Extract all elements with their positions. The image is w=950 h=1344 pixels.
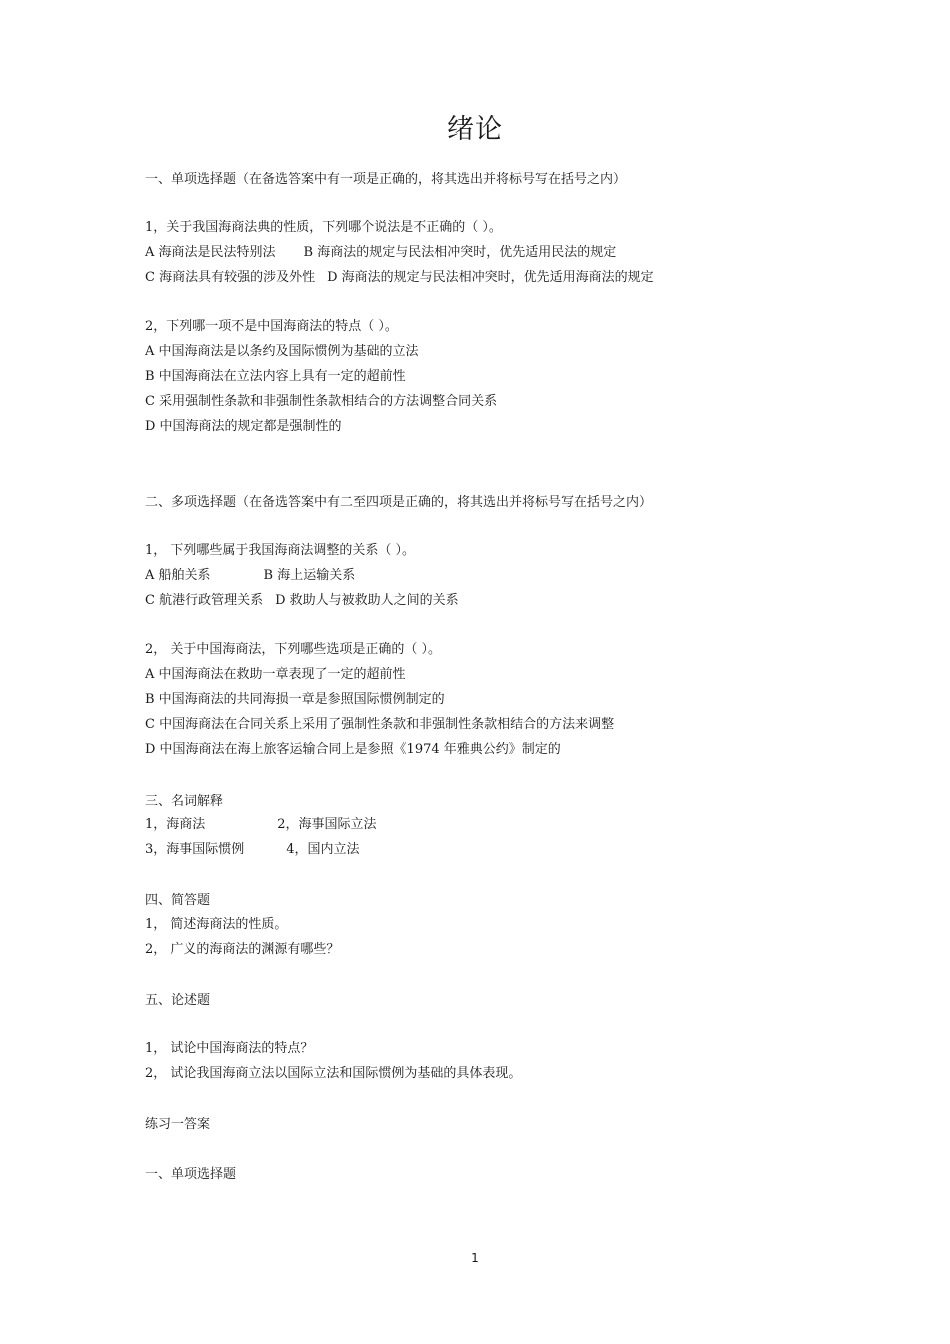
s1-q2-option-b: B 中国海商法在立法内容上具有一定的超前性 [145, 369, 406, 384]
s5-q2: 2， 试论我国海商立法以国际立法和国际惯例为基础的具体表现。 [145, 1066, 522, 1081]
s2-q1-option-c: C 航港行政管理关系 [145, 593, 264, 608]
s1-q1-option-c: C 海商法具有较强的涉及外性 [145, 270, 316, 285]
s1-q1-option-d: D 海商法的规定与民法相冲突时，优先适用海商法的规定 [327, 270, 654, 285]
s1-q1-options-cd [145, 268, 654, 288]
section-5-heading: 五、论述题 [145, 993, 211, 1008]
s2-q2-option-d: D 中国海商法在海上旅客运输合同上是参照《1974 年雅典公约》制定的 [145, 742, 561, 757]
s1-q2-option-c: C 采用强制性条款和非强制性条款相结合的方法调整合同关系 [145, 394, 498, 409]
s2-q1-option-b: B 海上运输关系 [263, 568, 356, 583]
s2-q2-stem: 2， 关于中国海商法，下列哪些选项是正确的（ ）。 [145, 642, 442, 657]
s2-q1-option-a: A 船舶关系 [145, 568, 211, 583]
s3-terms-row-2 [145, 840, 360, 860]
section-3-heading: 三、名词解释 [145, 794, 224, 809]
answers-heading: 练习一答案 [145, 1117, 211, 1132]
section-1-heading: 一、单项选择题（在备选答案中有一项是正确的，将其选出并将标号写在括号之内） [145, 172, 627, 187]
page-number: 1 [471, 1251, 479, 1265]
s3-term-4: 4，国内立法 [286, 842, 360, 857]
s1-q2-option-a: A 中国海商法是以条约及国际惯例为基础的立法 [145, 344, 419, 359]
s2-q1-options-cd [145, 591, 459, 611]
s2-q1-stem: 1， 下列哪些属于我国海商法调整的关系（ ）。 [145, 543, 416, 558]
answers-sub-heading: 一、单项选择题 [145, 1167, 237, 1182]
page-title: 绪论 [447, 114, 503, 145]
s2-q1-option-d: D 救助人与被救助人之间的关系 [275, 593, 459, 608]
s1-q1-stem: 1，关于我国海商法典的性质，下列哪个说法是不正确的（ ）。 [145, 220, 502, 235]
s2-q1-options-ab [145, 566, 355, 586]
s3-term-3: 3，海事国际惯例 [145, 842, 245, 857]
s3-term-2: 2，海事国际立法 [277, 817, 377, 832]
s1-q2-stem: 2，下列哪一项不是中国海商法的特点（ ）。 [145, 319, 398, 334]
s5-q1: 1， 试论中国海商法的特点？ [145, 1041, 314, 1056]
s4-q1: 1， 简述海商法的性质。 [145, 917, 288, 932]
s2-q2-option-c: C 中国海商法在合同关系上采用了强制性条款和非强制性条款相结合的方法来调整 [145, 717, 615, 732]
s2-q2-option-a: A 中国海商法在救助一章表现了一定的超前性 [145, 667, 406, 682]
s4-q2: 2， 广义的海商法的渊源有哪些？ [145, 942, 340, 957]
s1-q1-option-a: A 海商法是民法特别法 [145, 245, 276, 260]
s1-q1-options-ab [145, 243, 616, 263]
section-4-heading: 四、简答题 [145, 893, 211, 908]
s1-q1-option-b: B 海商法的规定与民法相冲突时，优先适用民法的规定 [303, 245, 617, 260]
s2-q2-option-b: B 中国海商法的共同海损一章是参照国际惯例制定的 [145, 692, 445, 707]
section-2-heading: 二、多项选择题（在备选答案中有二至四项是正确的，将其选出并将标号写在括号之内） [145, 495, 653, 510]
s3-term-1: 1，海商法 [145, 817, 206, 832]
s3-terms-row-1 [145, 815, 377, 835]
s1-q2-option-d: D 中国海商法的规定都是强制性的 [145, 419, 342, 434]
